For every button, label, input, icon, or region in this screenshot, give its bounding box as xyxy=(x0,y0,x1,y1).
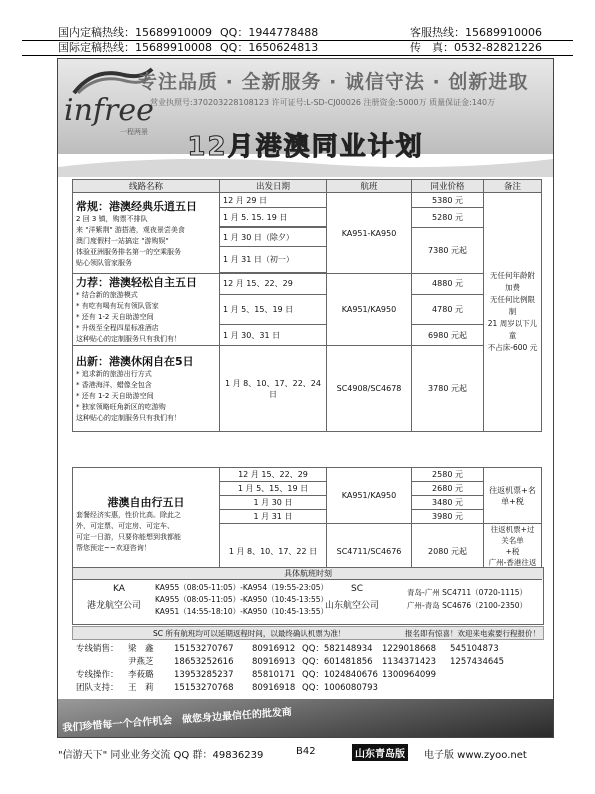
product-title: 出新：港澳休闲自在5日 xyxy=(76,355,194,368)
price-cell: 3480 元 xyxy=(412,496,484,510)
product-line: * 升级至全程四星标准酒店 xyxy=(76,324,159,332)
flight-time: KA955（08:05-11:05）-KA950（10:45-13:55） xyxy=(155,595,329,604)
remark-line: 不占床-600 元 xyxy=(487,343,538,352)
product-line: * 有吃有喝有玩有领队管家 xyxy=(76,302,159,310)
contacts xyxy=(76,643,504,695)
date-cell: 1 月 8、10、17、22、24 日 xyxy=(220,346,327,432)
price-cell: 2680 元 xyxy=(412,482,484,496)
product-line: 可定一日游，只要你能想到我都能 xyxy=(76,532,181,541)
flight-time: KA955（08:05-11:05）-KA954（19:55-23:05） xyxy=(155,583,329,592)
price-table xyxy=(72,179,542,432)
product-line: 体验亚洲服务排名第一的空乘服务 xyxy=(76,247,181,256)
remark-line: 无任何比例限制 xyxy=(490,295,535,316)
product-cell xyxy=(73,274,220,346)
price-cell: 2580 元 xyxy=(412,468,484,482)
notice-text: 报名即有惊喜！欢迎来电索要行程报价！ xyxy=(405,629,540,638)
remark-line: 往返机票+过关名单 xyxy=(490,525,535,545)
flight-cell: KA951-KA950 xyxy=(327,193,412,274)
price-cell: 7380 元起 xyxy=(412,228,484,274)
col-header: 备注 xyxy=(484,180,542,193)
date-cell: 1 月 30 日 xyxy=(220,496,327,510)
product-cell xyxy=(73,346,220,432)
product-line: 外，可定票、可定房、可定车、 xyxy=(76,521,174,530)
header-divider xyxy=(22,55,573,56)
flight-cell: KA951/KA950 xyxy=(327,468,412,524)
remark-line: +税 xyxy=(505,547,520,556)
price-cell: 3980 元 xyxy=(412,510,484,524)
product-line: 帮您预定~~欢迎咨询！ xyxy=(76,543,151,552)
license-info: 营业执照号:370203228108123 许可证号:L-SD-CJ00026 注册资金:5000万 质量保证金:140万 xyxy=(150,98,496,107)
product-cell xyxy=(73,468,220,580)
date-cell: 1 月 5. 15. 19 日 xyxy=(220,208,327,227)
product-line: 套餐经济实惠，性价比高。除此之 xyxy=(76,510,181,519)
product-line: * 追求新的旅游出行方式 xyxy=(76,370,152,378)
flight-times-title: 具体航班时刻 xyxy=(73,568,543,579)
flight-cell: SC4908/SC4678 xyxy=(327,346,412,432)
decorative-wave xyxy=(58,151,553,177)
date-cell: 1 月 5、15、19 日 xyxy=(220,294,327,325)
free-travel-table xyxy=(72,467,542,580)
airline-name: 山东航空公司 xyxy=(325,601,380,611)
airline-name: 港龙航空公司 xyxy=(87,601,142,611)
qq-group: "信游天下" 同业业务交流 QQ 群：49836239 xyxy=(58,750,264,761)
airline-code: KA xyxy=(113,584,125,594)
domestic-hotline: 国内定稿热线：15689910009 xyxy=(58,26,212,39)
price-cell: 5280 元 xyxy=(412,208,484,228)
flight-cell: SC4711/SC4676 xyxy=(327,524,412,580)
intl-hotline: 国际定稿热线：15689910008 xyxy=(58,41,212,54)
col-header: 航班 xyxy=(327,180,412,193)
col-header: 出发日期 xyxy=(220,180,327,193)
product-line: * 独家领略旺角新区的吃游购 xyxy=(76,403,166,411)
header-divider xyxy=(22,40,573,41)
contact-row: 专线操作： 李莜璐 13953285237 85810171 QQ：1024840676 1300964099 xyxy=(76,670,437,680)
remark-line: 21 周岁以下儿童 xyxy=(487,319,538,340)
flight-time: 广州-青岛 SC4676（2100-2350） xyxy=(407,601,528,610)
flight-times-box xyxy=(72,567,544,625)
product-cell xyxy=(73,193,220,274)
domestic-qq: QQ：1944778488 xyxy=(220,26,319,39)
price-cell: 2080 元起 xyxy=(412,524,484,580)
website-link[interactable]: 电子版 www.zyoo.net xyxy=(424,750,527,761)
product-line: * 香港海洋、蜡像全包含 xyxy=(76,381,152,389)
airline-code: SC xyxy=(351,584,363,594)
product-title: 港澳自由行五日 xyxy=(107,495,185,509)
product-title: 力荐：港澳轻松自主五日 xyxy=(76,276,197,289)
product-line: 这种贴心的定制服务只有我们有！ xyxy=(76,335,181,343)
product-line: 这种贴心的定制服务只有我们有！ xyxy=(76,414,181,422)
product-line: 澳门度假村一站搞定 "游购娱" xyxy=(76,236,169,245)
date-cell: 1 月 30、31 日 xyxy=(220,325,327,346)
page-title: 12月港澳同业计划 xyxy=(187,132,424,162)
col-header: 线路名称 xyxy=(73,180,220,193)
edition-badge: 山东青岛版 xyxy=(352,744,408,761)
fax-number: 传 真：0532-82821226 xyxy=(410,41,542,54)
date-cell: 1 月 31 日（初一） xyxy=(220,247,327,273)
remark-cell: 往返机票+名单+税 xyxy=(484,468,542,524)
remark-cell xyxy=(484,193,542,432)
date-cell: 12 月 15、22、29 xyxy=(220,468,327,482)
date-cell: 12 月 15、22、29 xyxy=(220,274,327,295)
date-cell: 1 月 8、10、17、22 日 xyxy=(220,524,327,580)
price-cell: 4880 元 xyxy=(412,274,484,295)
contact-row: 尹燕芝 18653252616 80916913 QQ：601481856 1134371423 1257434645 xyxy=(128,657,505,667)
price-cell: 5380 元 xyxy=(412,193,484,208)
contact-row: 专线销售： 梁 鑫 15153270767 80916912 QQ：582148934 1229018668 545104873 xyxy=(76,644,499,654)
date-cell: 1 月 30 日（除夕） xyxy=(220,228,327,247)
remark-line: 无任何年龄附加费 xyxy=(490,271,535,292)
product-title: 常规：港澳经典乐逍五日 xyxy=(76,199,197,213)
product-line: * 还有 1-2 天自助游空间 xyxy=(76,313,154,321)
notice-text: SC 所有航班均可以延期返程时间，以最终确认机票为准！ xyxy=(153,629,346,638)
col-header: 同业价格 xyxy=(412,180,484,193)
product-line: 2 回 3 镇，购票不排队 xyxy=(76,214,148,223)
service-hotline: 客服热线：15689910006 xyxy=(410,26,542,39)
date-cell: 1 月 31 日 xyxy=(220,510,327,524)
notice-bar xyxy=(72,626,544,640)
ka-times xyxy=(155,582,328,618)
date-cell: 1 月 5、15、19 日 xyxy=(220,482,327,496)
price-cell: 6980 元起 xyxy=(412,325,484,346)
slogan: 专注品质 · 全新服务 · 诚信守法 · 创新进取 xyxy=(138,71,529,93)
page-number: B42 xyxy=(296,746,316,757)
flight-time: 青岛-广州 SC4711（0720-1115） xyxy=(407,588,528,597)
flight-cell: KA951/KA950 xyxy=(327,274,412,346)
product-line: 贴心领队管家服务 xyxy=(76,258,132,267)
product-line: 来 "洋紫荆" 游搭港，观夜景尝美食 xyxy=(76,225,185,234)
footer-slogan: 我们珍惜每一个合作机会 做您身边最信任的批发商 xyxy=(62,706,293,735)
price-cell: 3780 元起 xyxy=(412,346,484,432)
date-cell: 12 月 29 日 xyxy=(220,193,327,208)
flight-time: KA951（14:55-18:10）-KA950（10:45-13:55） xyxy=(155,607,329,616)
product-line: * 结合新的旅游模式 xyxy=(76,291,138,299)
advert-frame xyxy=(57,58,554,738)
sc-times xyxy=(407,586,527,612)
logo: infree xyxy=(64,93,154,128)
contact-row: 团队支持： 王 莉 15153270768 80916918 QQ：1006080793 xyxy=(76,683,378,693)
remark-line: 广州-香港往返 xyxy=(488,558,537,567)
intl-qq: QQ：1650624813 xyxy=(220,41,319,54)
product-line: * 还有 1-2 天自助游空间 xyxy=(76,392,154,400)
logo-subtitle: 一程两景 xyxy=(120,128,148,136)
price-cell: 4780 元 xyxy=(412,294,484,325)
